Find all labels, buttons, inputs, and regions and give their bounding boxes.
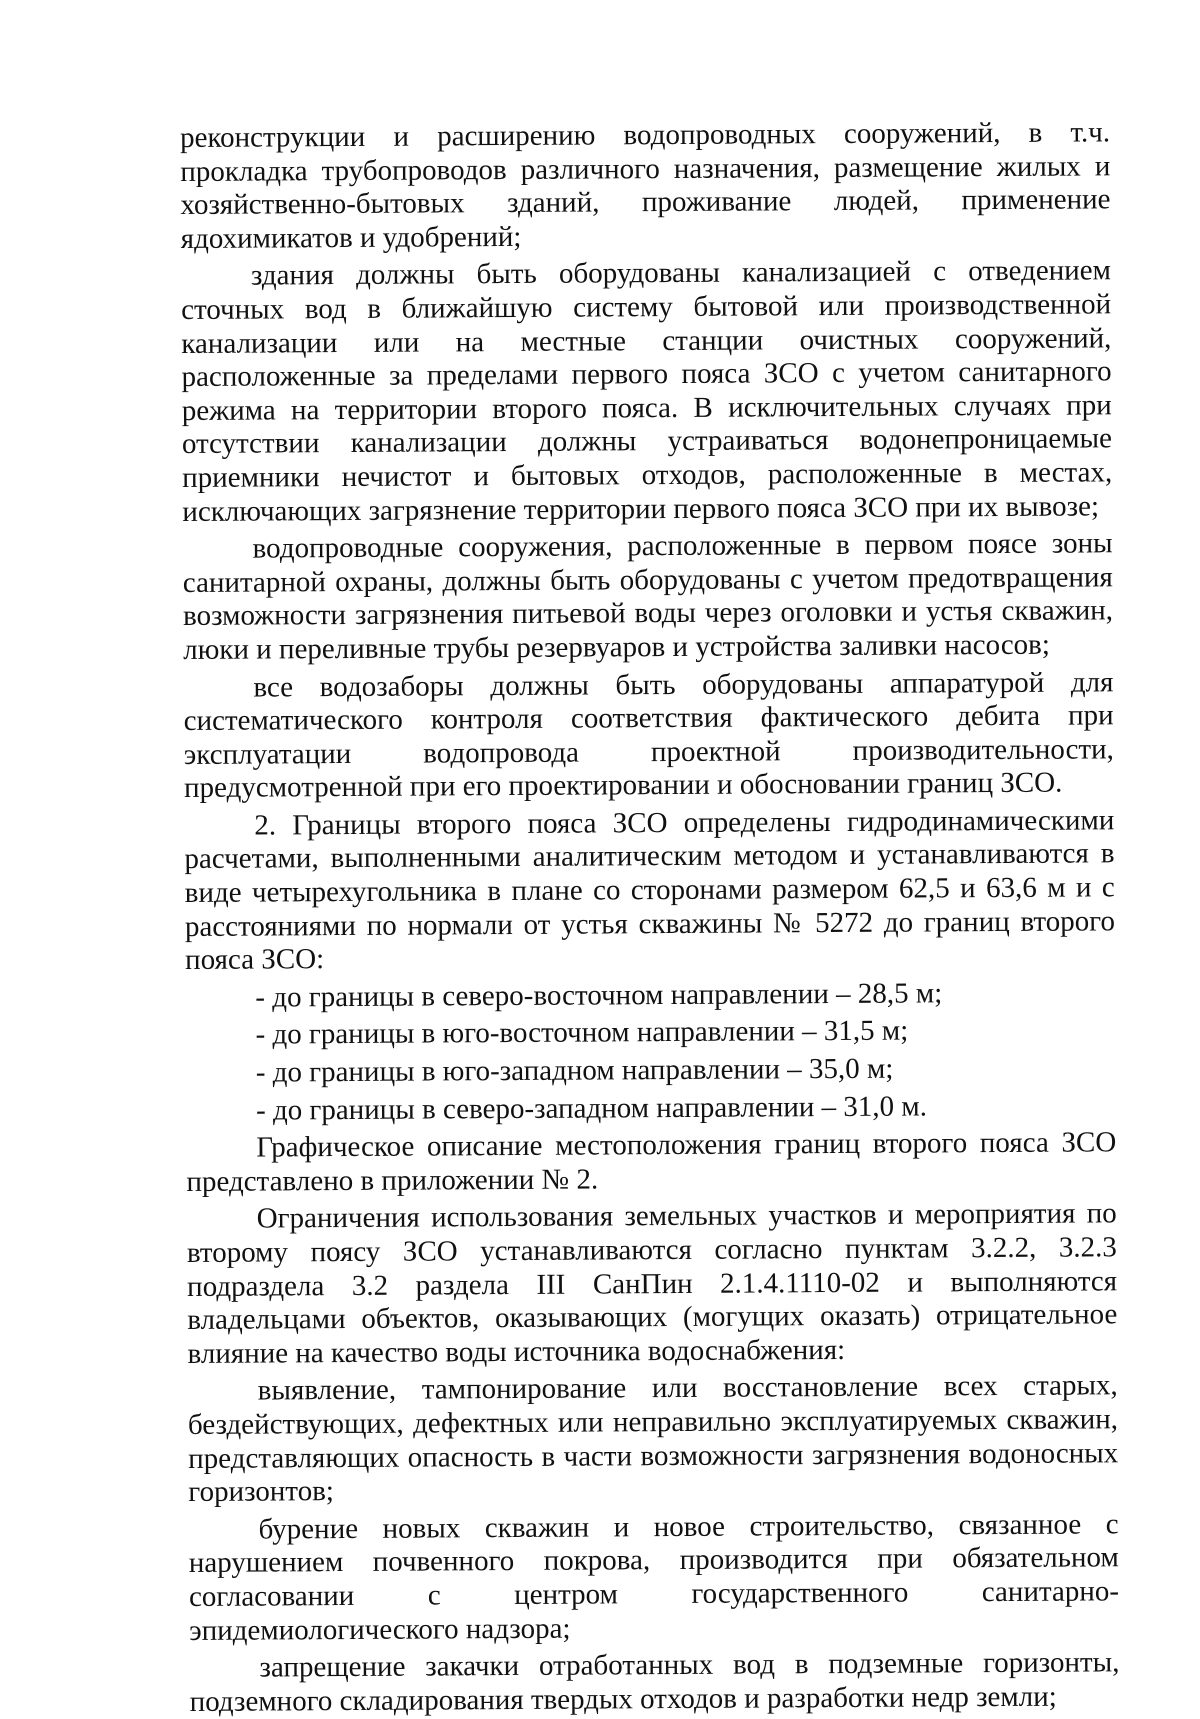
document-page [180,116,1120,1719]
paragraph-graphic-description: Графическое описание местоположения границ второго пояса ЗСО представлено в приложении № 2. [186,1126,1117,1198]
paragraph-new-drilling: бурение новых скважин и новое строительство, связанное с нарушением почвенного покрова, производится при обязательном согласовании с центром государственного санитарно-эпидемиологического надзора; [188,1508,1120,1647]
paragraph-land-use-restrictions: Ограничения использования земельных участков и мероприятия по второму поясу ЗСО устанавливаются согласно пунктам 3.2.2, 3.2.3 подраздела 3.2 раздела III СанПин 2.1.4.1110-02 и выполняются владельцами объектов, оказывающих (могущих оказать) отрицательное влияние на качество воды источника водоснабжения: [186,1197,1118,1370]
paragraph-water-structures: водопроводные сооружения, расположенные в первом поясе зоны санитарной охраны, должны быть оборудованы с учетом предотвращения возможности загрязнения питьевой воды через оголовки и устья скважин, люки и переливные трубы резервуаров и устройства заливки насосов; [182,527,1114,666]
paragraph-old-wells: выявление, тампонирование или восстановление всех старых, бездействующих, дефектных или неправильно эксплуатируемых скважин, представляющих опасность в части возможности загрязнения водоносных горизонтов; [187,1369,1119,1509]
paragraph-reconstruction-continuation: реконструкции и расширению водопроводных сооружений, в т.ч. прокладка трубопроводов различного назначения, размещение жилых и хозяйственно-бытовых зданий, проживание людей, применение ядохимикатов и удобрений; [180,116,1111,255]
distance-northeast: - до границы в северо-восточном направлении – 28,5 м; [255,977,943,1014]
paragraph-second-belt-boundaries: 2. Границы второго пояса ЗСО определены гидродинамическими расчетами, выполненными аналитическим методом и устанавливаются в виде четырехугольника в плане со сторонами размером 62,5 и 63,6 м и с расстояниями по нормали от устья скважины № 5272 до границ второго пояса ЗСО: [184,804,1115,977]
distance-northwest: - до границы в северо-западном направлении – 31,0 м. [255,1090,928,1127]
paragraph-sewerage: здания должны быть оборудованы канализацией с отведением сточных вод в ближайшую систему бытовой или производственной канализации или на местные станции очистных сооружений, расположенные за пределами первого пояса ЗСО с учетом санитарного режима на территории второго пояса. В исключительных случаях при отсутствии канализации должны устраиваться водонепроницаемые приемники нечистот и бытовых отходов, расположенные в местах, исключающих загрязнение территории первого пояса ЗСО при их вывозе; [181,254,1113,528]
distance-southeast: - до границы в юго-восточном направлении – 31,5 м; [255,1015,909,1051]
paragraph-injection-ban: запрещение закачки отработанных вод в подземные горизонты, подземного складирования твердых отходов и разработки недр земли; [189,1646,1120,1718]
paragraph-water-intakes: все водозаборы должны быть оборудованы аппаратурой для систематического контроля соответствия фактического дебита при эксплуатации водопровода проектной производительности, предусмотренной при его проектировании и обосновании границ ЗСО. [183,665,1114,805]
distance-southwest: - до границы в юго-западном направлении – 35,0 м; [255,1052,894,1089]
